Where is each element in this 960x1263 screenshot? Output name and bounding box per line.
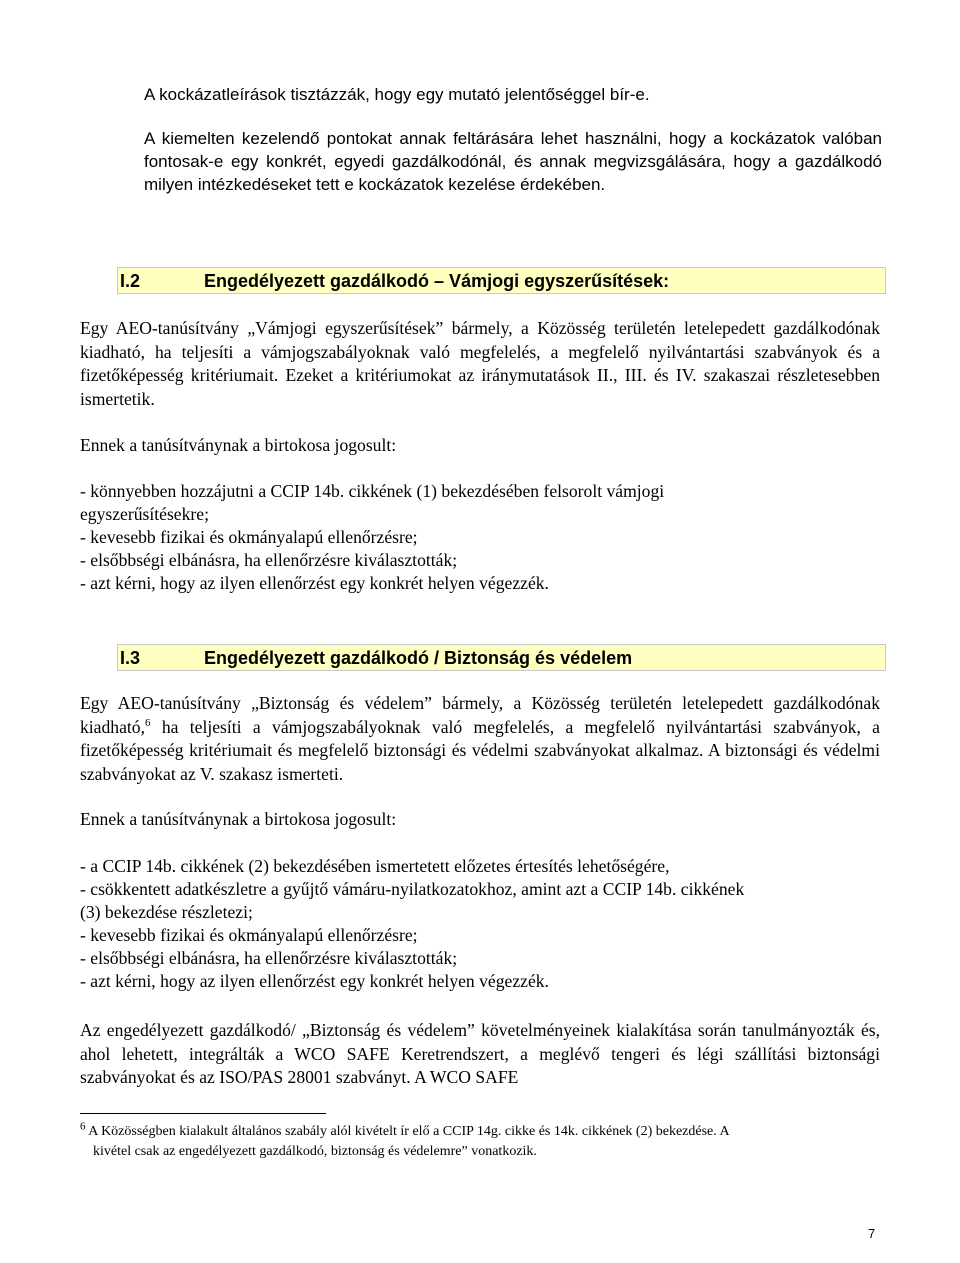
- footnote: [80, 1122, 880, 1162]
- list-item: - csökkentett adatkészletre a gyűjtő vámáru-nyilatkozatokhoz, amint azt a CCIP 14b. cikkének: [80, 879, 745, 899]
- footnote-text: A Közösségben kialakult általános szabály alól kivételt ír elő a CCIP 14g. cikke és 14k. cikkének (2) bekezdése. A: [85, 1124, 730, 1139]
- footnote-line-2: kivétel csak az engedélyezett gazdálkodó, biztonság és védelemre” vonatkozik.: [93, 1144, 537, 1159]
- section-number: I.3: [120, 648, 141, 668]
- list-item: - kevesebb fizikai és okmányalapú ellenőrzésre;: [80, 925, 418, 945]
- footnote-line-1: [80, 1122, 880, 1142]
- list-item: - könnyebben hozzájutni a CCIP 14b. cikkének (1) bekezdésében felsorolt vámjogi: [80, 481, 665, 501]
- list-item: - azt kérni, hogy az ilyen ellenőrzést egy konkrét helyen végezzék.: [80, 971, 549, 991]
- section-1-3-list: [80, 855, 880, 993]
- section-title: Engedélyezett gazdálkodó / Biztonság és védelem: [204, 648, 633, 668]
- section-1-2-list: [80, 480, 880, 595]
- list-item: egyszerűsítésekre;: [80, 504, 209, 524]
- list-item: - kevesebb fizikai és okmányalapú ellenőrzésre;: [80, 527, 418, 547]
- section-1-2-paragraph: Egy AEO-tanúsítvány „Vámjogi egyszerűsítések” bármely, a Közösség területén letelepedett gazdálkodónak kiadható, ha teljesíti a vámjogszabályoknak való megfelelés, a megfelelő nyilvántartási szabványok és a fizetőképesség kritériumait. Ezeket a kritériumokat az iránymutatások II., III. és IV. szakaszai részletesebben ismertetik.: [80, 318, 880, 409]
- section-1-3-closing-paragraph: Az engedélyezett gazdálkodó/ „Biztonság és védelem” követelményeinek kialakítása során tanulmányozták és, ahol lehetett, integrálták a WCO SAFE Keretrendszert, a meglévő tengeri és légi szállítási biztonsági szabványokat és az ISO/PAS 28001 szabványt. A WCO SAFE: [80, 1020, 880, 1087]
- page-number: 7: [868, 1226, 876, 1241]
- footnote-separator: [80, 1113, 326, 1114]
- intro-paragraph: A kiemelten kezelendő pontokat annak feltárására lehet használni, hogy a kockázatok valóban fontosak-e egy konkrét, egyedi gazdálkodónál, és annak megvizsgálására, hogy a gazdálkodó milyen intézkedéseket tett e kockázatok kezelése érdekében.: [144, 129, 882, 194]
- section-number: I.2: [120, 271, 141, 291]
- footnote-reference[interactable]: 6: [144, 716, 151, 729]
- section-1-2-entitled: Ennek a tanúsítványnak a birtokosa jogosult:: [80, 435, 397, 455]
- paragraph-text: ha teljesíti a vámjogszabályoknak való megfelelés, a megfelelő nyilvántartási szabványok, a fizetőképesség kritériumait és megfelelő biztonsági és védelmi szabványokat alkalmaz. A biztonsági és védelmi szabványokat az V. szakasz ismerteti.: [80, 716, 880, 784]
- section-1-3-entitled: Ennek a tanúsítványnak a birtokosa jogosult:: [80, 809, 397, 829]
- list-item: - azt kérni, hogy az ilyen ellenőrzést egy konkrét helyen végezzék.: [80, 573, 549, 593]
- section-heading-1-2: [117, 267, 886, 294]
- list-item: - a CCIP 14b. cikkének (2) bekezdésében ismertetett előzetes értesítés lehetőségére,: [80, 856, 670, 876]
- paragraph-text: Egy AEO-tanúsítvány „Biztonság és védelem” bármely, a Közösség területén letelepedett gazdálkodónak kiadható,: [80, 693, 880, 737]
- list-item: - elsőbbségi elbánásra, ha ellenőrzésre kiválasztották;: [80, 550, 458, 570]
- footnote-marker: 6: [80, 1120, 86, 1133]
- list-item: - elsőbbségi elbánásra, ha ellenőrzésre kiválasztották;: [80, 948, 458, 968]
- list-item: (3) bekezdése részletezi;: [80, 902, 253, 922]
- intro-sentence: A kockázatleírások tisztázzák, hogy egy mutató jelentőséggel bír-e.: [144, 85, 650, 104]
- section-1-3-paragraph: [80, 692, 880, 786]
- section-title: Engedélyezett gazdálkodó – Vámjogi egyszerűsítések:: [204, 271, 670, 291]
- section-heading-1-3: [117, 644, 886, 671]
